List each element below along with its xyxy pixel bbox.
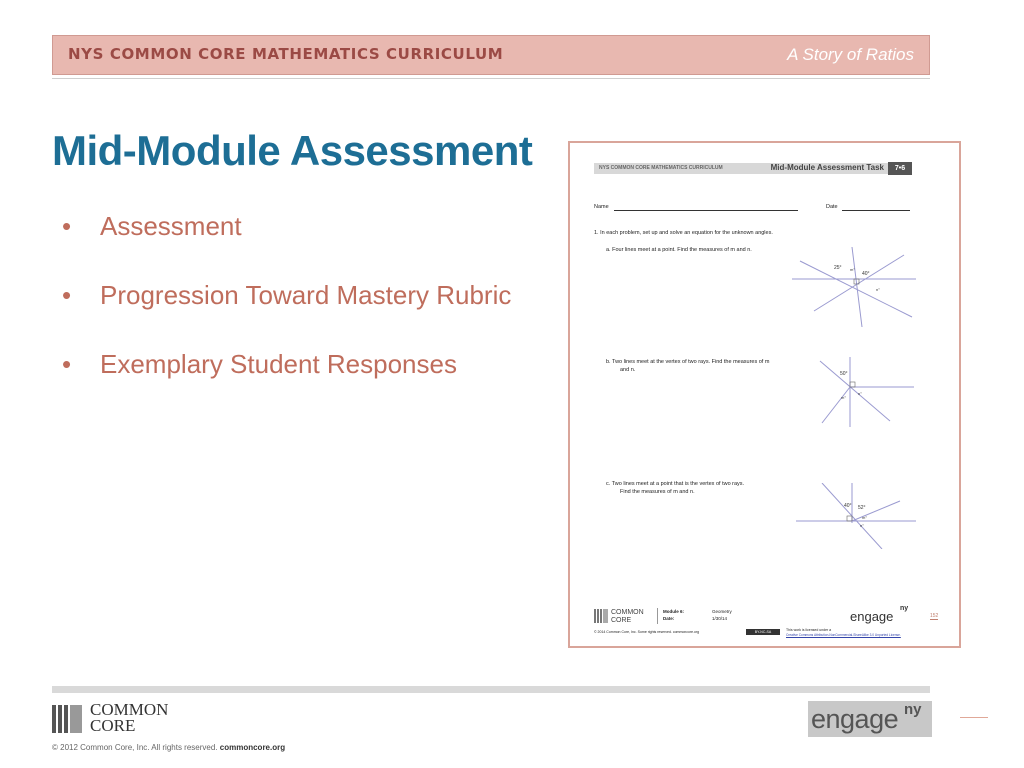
doc-engage-ny: ny	[900, 605, 909, 612]
slide-title: Mid-Module Assessment	[52, 127, 533, 174]
bullet-item	[62, 210, 532, 243]
doc-part-c-line1: c. Two lines meet at a point that is the vertex of two rays.	[606, 481, 745, 487]
doc-logo-line2: CORE	[611, 617, 632, 624]
common-core-line1: COMMON	[90, 700, 169, 719]
common-core-logo-icon	[52, 705, 82, 733]
doc-footer-divider	[657, 608, 658, 624]
doc-header-task: Mid-Module Assessment Task	[770, 163, 884, 172]
bullet-text: Exemplary Student Responses	[100, 349, 457, 379]
angle-diagram-c	[796, 483, 916, 549]
doc-footer-date-label: Date:	[663, 616, 675, 621]
bullet-text: Progression Toward Mastery Rubric	[100, 280, 512, 310]
angle-label-a1: 25°	[834, 265, 842, 271]
curriculum-title: NYS COMMON CORE MATHEMATICS CURRICULUM	[68, 45, 504, 63]
doc-date-line	[842, 210, 910, 211]
bullet-item	[62, 279, 532, 312]
copyright-text: © 2012 Common Core, Inc. All rights reserved.	[52, 743, 218, 752]
svg-text:n°: n°	[876, 287, 880, 292]
doc-page-number: 152	[930, 613, 939, 619]
doc-header-curriculum: NYS COMMON CORE MATHEMATICS CURRICULUM	[599, 165, 723, 171]
bullet-icon: •	[62, 349, 72, 379]
engage-logo-ny: ny	[904, 701, 922, 718]
angle-label-b1: 50°	[840, 371, 848, 377]
doc-footer-module-value: Geometry	[712, 609, 732, 614]
doc-common-core-logo-icon	[594, 609, 608, 623]
bullet-item	[62, 348, 532, 381]
angle-label-c2: 52°	[858, 505, 866, 511]
doc-license-badge: BY-NC-SA	[746, 629, 780, 635]
doc-footer-date-value: 1/30/14	[712, 616, 728, 621]
doc-name-label: Name	[594, 204, 609, 210]
bullet-list	[62, 210, 532, 417]
angle-label-a2: 40°	[862, 271, 870, 277]
bullet-text: Assessment	[100, 211, 242, 241]
copyright-site: commoncore.org	[219, 743, 286, 752]
angle-diagram-a	[792, 247, 916, 327]
doc-part-b-line1: b. Two lines meet at the vertex of two rays. Find the measures of m	[606, 359, 770, 365]
copyright-notice	[52, 743, 285, 752]
footer-accent-line	[960, 717, 988, 718]
doc-license-link: Creative Commons Attribution-NonCommercial-ShareAlike 3.0 Unported License.	[786, 633, 901, 637]
svg-text:m°: m°	[841, 395, 846, 400]
common-core-line2: CORE	[90, 716, 136, 735]
assessment-document-image	[568, 141, 961, 648]
bullet-icon: •	[62, 280, 72, 310]
doc-part-c-line2: Find the measures of m and n.	[620, 489, 695, 495]
svg-text:n°: n°	[858, 391, 862, 396]
doc-part-b-line2: and n.	[620, 367, 636, 373]
doc-part-a: a. Four lines meet at a point. Find the measures of m and n.	[606, 247, 752, 253]
header-divider	[52, 78, 930, 79]
engage-logo-text: engage	[811, 704, 899, 734]
doc-name-line	[614, 210, 798, 211]
svg-text:n°: n°	[860, 523, 864, 528]
doc-footer-module-label: Module 6:	[663, 609, 684, 614]
doc-license-text: This work is licensed under a	[786, 628, 832, 632]
doc-date-label: Date	[826, 204, 838, 210]
doc-footer-copyright: © 2014 Common Core, Inc. Some rights reserved. commoncore.org	[594, 630, 700, 634]
angle-label-c1: 40°	[844, 503, 852, 509]
doc-engage-text: engage	[850, 609, 894, 624]
doc-header-bar	[594, 163, 912, 174]
footer-bar	[52, 686, 930, 693]
svg-text:m°: m°	[862, 515, 867, 520]
doc-logo-line1: COMMON	[611, 609, 644, 616]
bullet-icon: •	[62, 211, 72, 241]
header-banner	[52, 35, 930, 75]
common-core-wordmark	[90, 702, 168, 734]
angle-diagram-b	[814, 357, 914, 427]
story-title: A Story of Ratios	[787, 45, 914, 64]
engage-ny-logo	[808, 701, 932, 737]
doc-question: 1. In each problem, set up and solve an equation for the unknown angles.	[594, 230, 773, 236]
svg-text:m°: m°	[850, 267, 855, 272]
doc-grade-badge: 7•6	[888, 162, 912, 175]
